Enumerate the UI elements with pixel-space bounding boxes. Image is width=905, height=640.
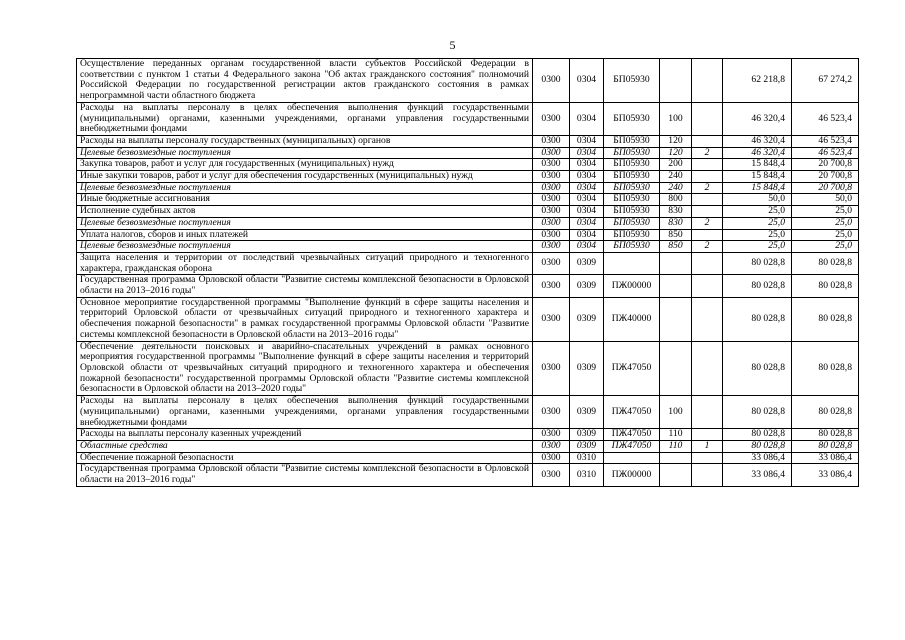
funding-source-cell [692,429,723,441]
subsection-code-cell: 0310 [570,464,604,486]
section-code-cell: 0300 [533,102,570,135]
target-article-cell: БП05930 [604,159,660,171]
section-code-cell: 0300 [533,159,570,171]
table-row [77,297,859,341]
row-name-cell: Обеспечение пожарной безопасности [77,452,533,464]
target-article-cell [604,452,660,464]
row-name-cell: Целевые безвозмездные поступления [77,147,533,159]
table-row [77,135,859,147]
section-code-cell: 0300 [533,217,570,229]
target-article-cell: БП05930 [604,182,660,194]
section-code-cell: 0300 [533,147,570,159]
target-article-cell: ПЖ47050 [604,341,660,396]
section-code-cell: 0300 [533,241,570,253]
row-name-cell: Обеспечение деятельности поисковых и аварийно-спасательных учреждений в рамках основного мероприятия государственной программы "Выполнение функций в сфере защиты населения и территорий Орловской области от чрезвычайных ситуаций природного и техногенного характера и обеспечения пожарной безопасности" государственной программы Орловской области "Развитие системы комплексной безопасности в Орловской области на 2013–2020 годы" [77,341,533,396]
section-code-cell: 0300 [533,252,570,274]
section-code-cell: 0300 [533,171,570,183]
table-row [77,241,859,253]
table-row [77,440,859,452]
funding-source-cell: 2 [692,217,723,229]
section-code-cell: 0300 [533,182,570,194]
funding-source-cell [692,159,723,171]
subsection-code-cell: 0304 [570,182,604,194]
table-row [77,147,859,159]
amount-year2-cell: 25,0 [792,206,859,218]
expense-type-cell: 120 [660,135,692,147]
amount-year1-cell: 62 218,8 [723,59,792,103]
section-code-cell: 0300 [533,194,570,206]
target-article-cell: БП05930 [604,59,660,103]
target-article-cell: ПЖ47050 [604,396,660,429]
subsection-code-cell: 0304 [570,194,604,206]
table-row [77,252,859,274]
row-name-cell: Целевые безвозмездные поступления [77,241,533,253]
target-article-cell: ПЖ00000 [604,464,660,486]
amount-year2-cell: 25,0 [792,217,859,229]
target-article-cell: БП05930 [604,171,660,183]
amount-year2-cell: 80 028,8 [792,252,859,274]
table-row [77,102,859,135]
target-article-cell: БП05930 [604,194,660,206]
row-name-cell: Целевые безвозмездные поступления [77,217,533,229]
funding-source-cell: 2 [692,147,723,159]
page-number: 5 [449,38,456,52]
subsection-code-cell: 0309 [570,252,604,274]
table-row [77,217,859,229]
row-name-cell: Исполнение судебных актов [77,206,533,218]
amount-year2-cell: 80 028,8 [792,440,859,452]
subsection-code-cell: 0310 [570,452,604,464]
table-row [77,464,859,486]
budget-table [76,58,859,487]
expense-type-cell: 830 [660,206,692,218]
amount-year2-cell: 80 028,8 [792,297,859,341]
section-code-cell: 0300 [533,135,570,147]
amount-year2-cell: 20 700,8 [792,182,859,194]
expense-type-cell [660,464,692,486]
funding-source-cell [692,206,723,218]
expense-type-cell: 120 [660,147,692,159]
amount-year1-cell: 80 028,8 [723,429,792,441]
subsection-code-cell: 0304 [570,229,604,241]
row-name-cell: Расходы на выплаты персоналу государственных (муниципальных) органов [77,135,533,147]
amount-year2-cell: 25,0 [792,229,859,241]
target-article-cell: БП05930 [604,135,660,147]
target-article-cell: ПЖ40000 [604,297,660,341]
amount-year1-cell: 15 848,4 [723,171,792,183]
subsection-code-cell: 0304 [570,147,604,159]
target-article-cell: БП05930 [604,206,660,218]
expense-type-cell [660,59,692,103]
amount-year1-cell: 15 848,4 [723,159,792,171]
table-row [77,396,859,429]
amount-year1-cell: 33 086,4 [723,452,792,464]
table-row [77,182,859,194]
row-name-cell: Целевые безвозмездные поступления [77,182,533,194]
expense-type-cell [660,341,692,396]
table-row [77,159,859,171]
subsection-code-cell: 0304 [570,217,604,229]
amount-year1-cell: 46 320,4 [723,102,792,135]
funding-source-cell [692,59,723,103]
amount-year2-cell: 46 523,4 [792,135,859,147]
row-name-cell: Расходы на выплаты персоналу в целях обеспечения выполнения функций государственными (муниципальными) органами, казенными учреждениями, органами управления государственными внебюджетными фондами [77,102,533,135]
amount-year2-cell: 50,0 [792,194,859,206]
amount-year2-cell: 25,0 [792,241,859,253]
amount-year1-cell: 33 086,4 [723,464,792,486]
subsection-code-cell: 0309 [570,341,604,396]
section-code-cell: 0300 [533,206,570,218]
amount-year2-cell: 33 086,4 [792,452,859,464]
funding-source-cell: 1 [692,440,723,452]
target-article-cell: БП05930 [604,229,660,241]
funding-source-cell: 2 [692,182,723,194]
row-name-cell: Расходы на выплаты персоналу казенных учреждений [77,429,533,441]
subsection-code-cell: 0309 [570,297,604,341]
amount-year1-cell: 80 028,8 [723,341,792,396]
row-name-cell: Основное мероприятие государственной программы "Выполнение функций в сфере защиты населения и территорий Орловской области от чрезвычайных ситуаций природного и техногенного характера и обеспечения пожарной безопасности" в рамках государственной программы Орловской области "Развитие системы комплексной безопасности в Орловской области на 2013–2016 годы" [77,297,533,341]
amount-year1-cell: 46 320,4 [723,135,792,147]
amount-year2-cell: 20 700,8 [792,159,859,171]
row-name-cell: Иные закупки товаров, работ и услуг для обеспечения государственных (муниципальных) нужд [77,171,533,183]
subsection-code-cell: 0304 [570,59,604,103]
funding-source-cell [692,275,723,297]
row-name-cell: Защита населения и территории от последствий чрезвычайных ситуаций природного и техногенного характера, гражданская оборона [77,252,533,274]
funding-source-cell [692,464,723,486]
amount-year1-cell: 46 320,4 [723,147,792,159]
amount-year1-cell: 80 028,8 [723,275,792,297]
table-body [77,59,859,487]
section-code-cell: 0300 [533,341,570,396]
expense-type-cell: 240 [660,182,692,194]
subsection-code-cell: 0309 [570,429,604,441]
table-row [77,429,859,441]
table-row [77,452,859,464]
amount-year2-cell: 67 274,2 [792,59,859,103]
target-article-cell: БП05930 [604,147,660,159]
row-name-cell: Областные средства [77,440,533,452]
expense-type-cell: 850 [660,229,692,241]
amount-year1-cell: 80 028,8 [723,396,792,429]
table-row [77,59,859,103]
row-name-cell: Уплата налогов, сборов и иных платежей [77,229,533,241]
section-code-cell: 0300 [533,440,570,452]
amount-year2-cell: 33 086,4 [792,464,859,486]
section-code-cell: 0300 [533,396,570,429]
funding-source-cell [692,396,723,429]
funding-source-cell [692,297,723,341]
expense-type-cell: 200 [660,159,692,171]
section-code-cell: 0300 [533,452,570,464]
row-name-cell: Государственная программа Орловской области "Развитие системы комплексной безопасности в Орловской области на 2013–2016 годы" [77,464,533,486]
amount-year2-cell: 46 523,4 [792,147,859,159]
funding-source-cell [692,252,723,274]
expense-type-cell: 110 [660,429,692,441]
expense-type-cell: 110 [660,440,692,452]
expense-type-cell: 800 [660,194,692,206]
row-name-cell: Расходы на выплаты персоналу в целях обеспечения выполнения функций государственными (муниципальными) органами, казенными учреждениями, органами управления государственными внебюджетными фондами [77,396,533,429]
amount-year1-cell: 80 028,8 [723,440,792,452]
funding-source-cell: 2 [692,241,723,253]
funding-source-cell [692,229,723,241]
amount-year1-cell: 25,0 [723,229,792,241]
table-row [77,171,859,183]
funding-source-cell [692,102,723,135]
target-article-cell: БП05930 [604,217,660,229]
subsection-code-cell: 0304 [570,102,604,135]
section-code-cell: 0300 [533,429,570,441]
funding-source-cell [692,135,723,147]
amount-year1-cell: 80 028,8 [723,297,792,341]
amount-year2-cell: 80 028,8 [792,429,859,441]
amount-year2-cell: 46 523,4 [792,102,859,135]
amount-year1-cell: 25,0 [723,241,792,253]
expense-type-cell [660,252,692,274]
subsection-code-cell: 0309 [570,396,604,429]
amount-year2-cell: 80 028,8 [792,341,859,396]
row-name-cell: Осуществление переданных органам государственной власти субъектов Российской Федерации в соответствии с пунктом 1 статьи 4 Федерального закона "Об актах гражданского состояния" полномочий Российской Федерации по государственной регистрации актов гражданского состояния в рамках непрограммной части областного бюджета [77,59,533,103]
expense-type-cell [660,297,692,341]
amount-year1-cell: 25,0 [723,217,792,229]
target-article-cell: ПЖ47050 [604,440,660,452]
expense-type-cell: 100 [660,396,692,429]
funding-source-cell [692,194,723,206]
expense-type-cell: 100 [660,102,692,135]
subsection-code-cell: 0304 [570,135,604,147]
section-code-cell: 0300 [533,229,570,241]
table-row [77,341,859,396]
amount-year1-cell: 25,0 [723,206,792,218]
subsection-code-cell: 0309 [570,440,604,452]
expense-type-cell: 240 [660,171,692,183]
funding-source-cell [692,452,723,464]
expense-type-cell: 850 [660,241,692,253]
target-article-cell: БП05930 [604,102,660,135]
section-code-cell: 0300 [533,59,570,103]
expense-type-cell [660,452,692,464]
row-name-cell: Иные бюджетные ассигнования [77,194,533,206]
amount-year1-cell: 15 848,4 [723,182,792,194]
section-code-cell: 0300 [533,464,570,486]
amount-year2-cell: 80 028,8 [792,275,859,297]
funding-source-cell [692,341,723,396]
section-code-cell: 0300 [533,275,570,297]
target-article-cell [604,252,660,274]
amount-year2-cell: 80 028,8 [792,396,859,429]
target-article-cell: БП05930 [604,241,660,253]
table-row [77,229,859,241]
table-row [77,275,859,297]
table-row [77,206,859,218]
row-name-cell: Государственная программа Орловской области "Развитие системы комплексной безопасности в Орловской области на 2013–2016 годы" [77,275,533,297]
subsection-code-cell: 0304 [570,241,604,253]
expense-type-cell: 830 [660,217,692,229]
subsection-code-cell: 0304 [570,206,604,218]
target-article-cell: ПЖ47050 [604,429,660,441]
subsection-code-cell: 0309 [570,275,604,297]
target-article-cell: ПЖ00000 [604,275,660,297]
funding-source-cell [692,171,723,183]
amount-year2-cell: 20 700,8 [792,171,859,183]
amount-year1-cell: 50,0 [723,194,792,206]
subsection-code-cell: 0304 [570,159,604,171]
row-name-cell: Закупка товаров, работ и услуг для государственных (муниципальных) нужд [77,159,533,171]
amount-year1-cell: 80 028,8 [723,252,792,274]
section-code-cell: 0300 [533,297,570,341]
expense-type-cell [660,275,692,297]
subsection-code-cell: 0304 [570,171,604,183]
table-row [77,194,859,206]
